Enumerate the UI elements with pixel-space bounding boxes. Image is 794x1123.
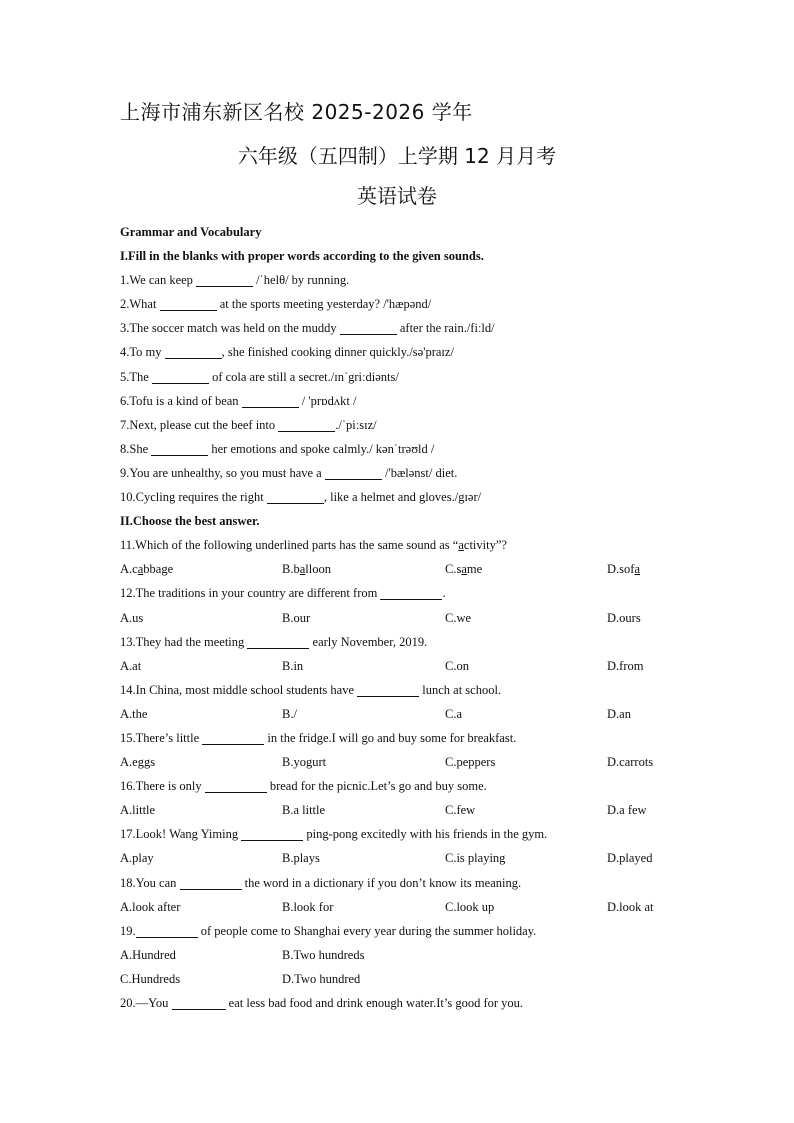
option-c[interactable]: C.is playing xyxy=(445,851,506,866)
question-options xyxy=(120,702,700,726)
fill-item: 3.The soccer match was held on the muddy after the rain./fiːld/ xyxy=(120,321,495,336)
option-d[interactable]: D.ours xyxy=(607,610,641,625)
question-options xyxy=(120,895,700,919)
option-b[interactable]: B./ xyxy=(282,706,297,721)
question-options xyxy=(120,654,700,678)
answer-blank[interactable] xyxy=(325,465,382,480)
option-a[interactable]: A.little xyxy=(120,803,156,818)
option-a[interactable]: A.the xyxy=(120,706,148,721)
option-b[interactable]: B.yogurt xyxy=(282,755,327,770)
option-b[interactable]: B.look for xyxy=(282,899,334,914)
option-b[interactable]: B.in xyxy=(282,658,304,673)
option-c[interactable]: C.a xyxy=(445,706,463,721)
fill-item: 9.You are unhealthy, so you must have a /'bælənst/ diet. xyxy=(120,465,458,480)
question: 18.You can the word in a dictionary if you don’t know its meaning. xyxy=(120,875,522,890)
answer-blank[interactable] xyxy=(165,344,222,359)
question: 15.There’s little in the fridge.I will go and buy some for breakfast. xyxy=(120,730,517,745)
answer-blank[interactable] xyxy=(196,272,253,287)
option-b[interactable]: B.a little xyxy=(282,803,326,818)
answer-blank[interactable] xyxy=(136,923,198,938)
option-c[interactable]: C.few xyxy=(445,803,476,818)
answer-blank[interactable] xyxy=(380,585,442,600)
option-a[interactable]: A.cabbage xyxy=(120,562,174,577)
question-11-options xyxy=(120,557,700,581)
question-19-options-row2 xyxy=(120,967,700,991)
option-d[interactable]: D.played xyxy=(607,851,653,866)
option-c[interactable]: C.on xyxy=(445,658,469,673)
question: 16.There is only bread for the picnic.Let’s go and buy some. xyxy=(120,779,487,794)
option-d[interactable]: D.carrots xyxy=(607,755,654,770)
option-a[interactable]: A.at xyxy=(120,658,142,673)
option-b[interactable]: B.Two hundreds xyxy=(282,947,365,962)
part1-list xyxy=(120,268,700,509)
answer-blank[interactable] xyxy=(160,296,217,311)
option-d[interactable]: D.sofa xyxy=(607,562,640,577)
fill-item: 5.The of cola are still a secret./ɪnˈgriːdiənts/ xyxy=(120,369,399,384)
question: 14.In China, most middle school students have lunch at school. xyxy=(120,682,502,697)
option-c[interactable]: C.Hundreds xyxy=(120,971,181,986)
option-d[interactable]: D.look at xyxy=(607,899,654,914)
question-19: 19. of people come to Shanghai every year during the summer holiday. xyxy=(120,923,537,938)
answer-blank[interactable] xyxy=(340,320,397,335)
option-a[interactable]: A.play xyxy=(120,851,154,866)
option-d[interactable]: D.a few xyxy=(607,803,647,818)
exam-grade-title: 六年级（五四制）上学期 12 月月考 xyxy=(237,144,557,168)
question-11: 11.Which of the following underlined parts has the same sound as “activity”? xyxy=(120,538,507,553)
question-options xyxy=(120,750,700,774)
part2-list xyxy=(120,581,700,918)
option-d[interactable]: D.Two hundred xyxy=(282,971,361,986)
exam-subject-title: 英语试卷 xyxy=(357,184,437,208)
answer-blank[interactable] xyxy=(242,393,299,408)
part2-heading: II.Choose the best answer. xyxy=(120,514,260,529)
fill-item: 6.Tofu is a kind of bean / 'prɒdʌkt / xyxy=(120,393,357,408)
question-options xyxy=(120,798,700,822)
answer-blank[interactable] xyxy=(241,826,303,841)
question-options xyxy=(120,606,700,630)
option-b[interactable]: B.plays xyxy=(282,851,320,866)
answer-blank[interactable] xyxy=(152,369,209,384)
question-options xyxy=(120,846,700,870)
fill-item: 10.Cycling requires the right , like a helmet and gloves./gɪər/ xyxy=(120,490,482,505)
answer-blank[interactable] xyxy=(180,875,242,890)
answer-blank[interactable] xyxy=(278,417,335,432)
question: 12.The traditions in your country are different from . xyxy=(120,586,446,601)
answer-blank[interactable] xyxy=(267,489,324,504)
fill-item: 7.Next, please cut the beef into ./ˈpiːsɪz/ xyxy=(120,417,377,432)
option-a[interactable]: A.Hundred xyxy=(120,947,176,962)
fill-item: 1.We can keep /ˈhelθ/ by running. xyxy=(120,273,350,288)
option-a[interactable]: A.us xyxy=(120,610,144,625)
option-b[interactable]: B.balloon xyxy=(282,562,331,577)
option-d[interactable]: D.from xyxy=(607,658,644,673)
fill-item: 2.What at the sports meeting yesterday? /'hæpənd/ xyxy=(120,297,432,312)
question: 17.Look! Wang Yiming ping-pong excitedly with his friends in the gym. xyxy=(120,827,548,842)
fill-item: 4.To my , she finished cooking dinner quickly./sə'praɪz/ xyxy=(120,345,454,360)
exam-school-title: 上海市浦东新区名校 2025-2026 学年 xyxy=(120,100,473,124)
option-c[interactable]: C.peppers xyxy=(445,755,496,770)
option-c[interactable]: C.we xyxy=(445,610,472,625)
option-d[interactable]: D.an xyxy=(607,706,631,721)
answer-blank[interactable] xyxy=(202,730,264,745)
question-20: 20.—You eat less bad food and drink enough water.It’s good for you. xyxy=(120,996,524,1010)
answer-blank[interactable] xyxy=(357,682,419,697)
part1-heading: I.Fill in the blanks with proper words according to the given sounds. xyxy=(120,249,484,264)
answer-blank[interactable] xyxy=(172,995,226,1010)
answer-blank[interactable] xyxy=(247,634,309,649)
answer-blank[interactable] xyxy=(205,778,267,793)
fill-item: 8.She her emotions and spoke calmly./ kənˈtrəʊld / xyxy=(120,441,435,456)
option-a[interactable]: A.eggs xyxy=(120,755,156,770)
option-c[interactable]: C.look up xyxy=(445,899,495,914)
option-b[interactable]: B.our xyxy=(282,610,311,625)
question-19-options-row1 xyxy=(120,943,700,967)
section-title: Grammar and Vocabulary xyxy=(120,225,262,239)
answer-blank[interactable] xyxy=(151,441,208,456)
exam-body xyxy=(120,220,700,1015)
question: 13.They had the meeting early November, 2019. xyxy=(120,634,428,649)
option-c[interactable]: C.same xyxy=(445,562,483,577)
option-a[interactable]: A.look after xyxy=(120,899,181,914)
